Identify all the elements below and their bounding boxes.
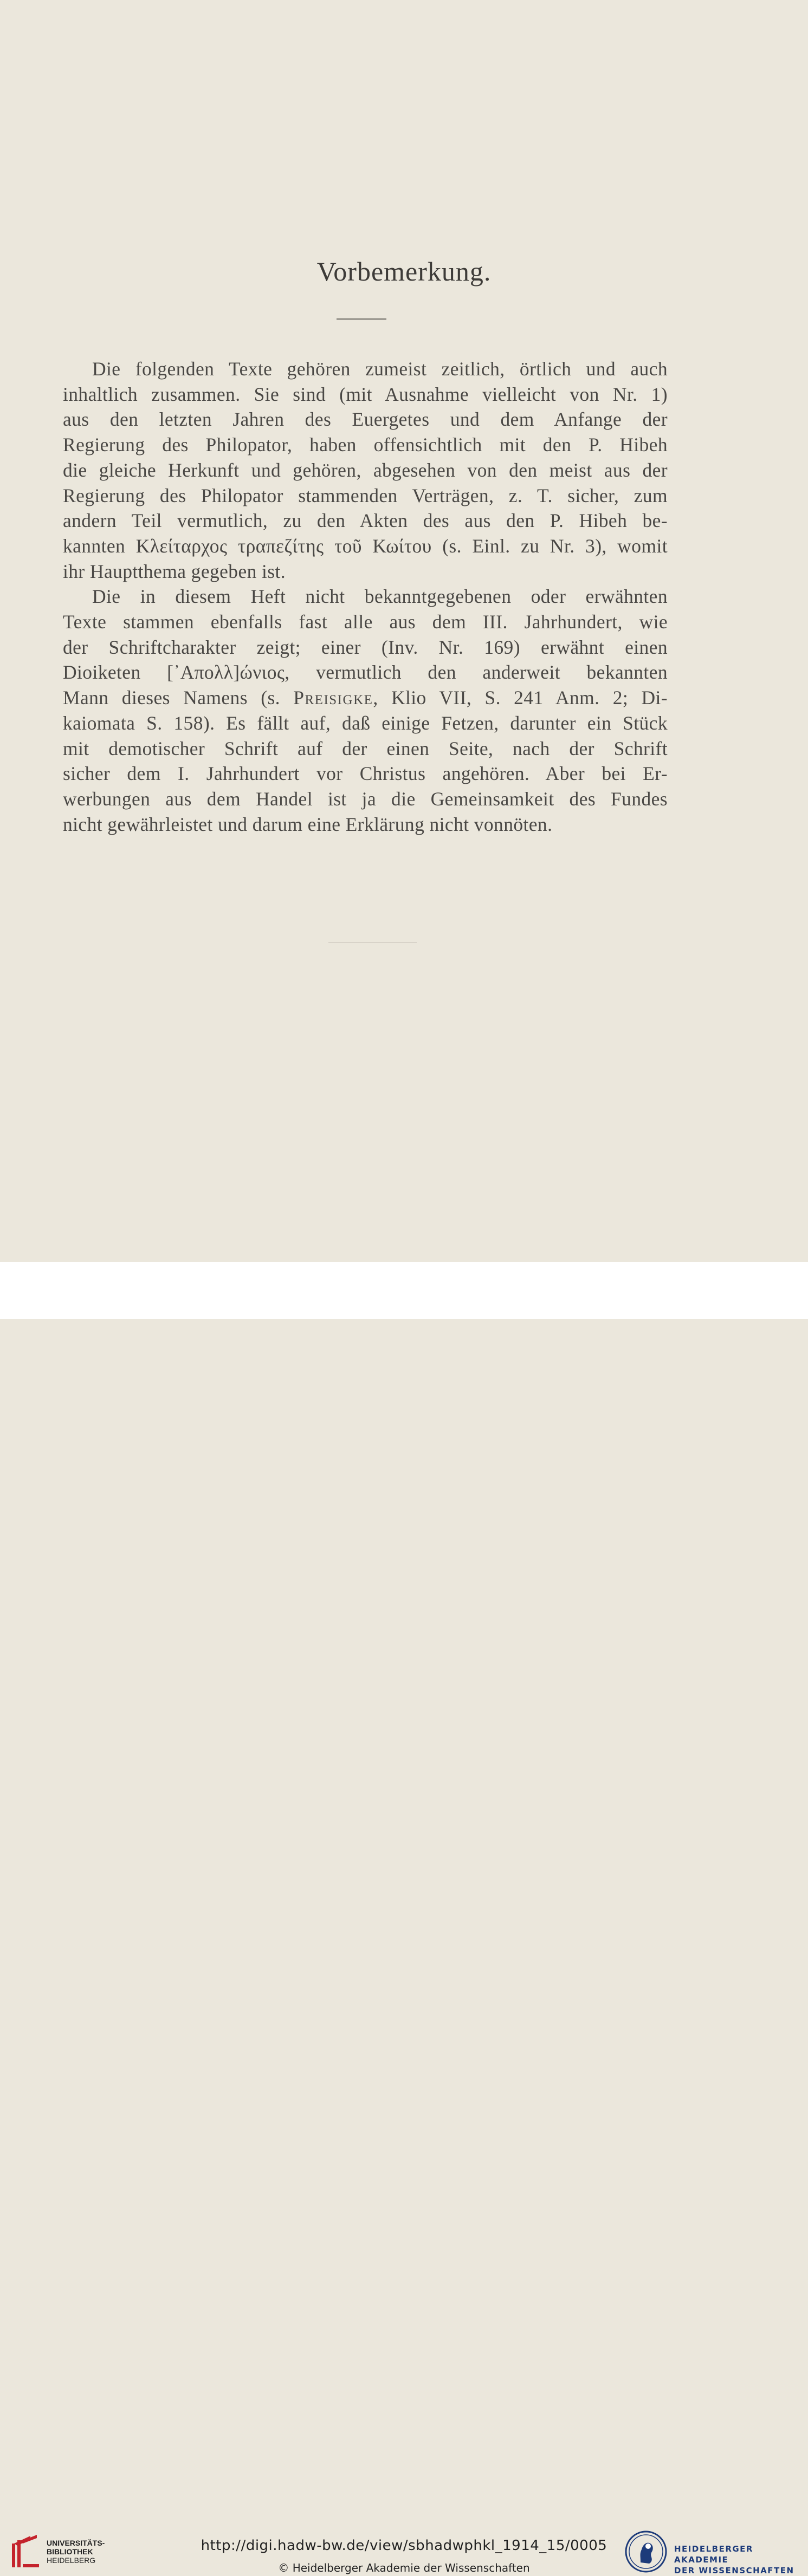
text-line: Regierung des Philopator stammenden Verträgen, z. T. sicher, zum xyxy=(63,484,668,506)
text-segment: Mann dieses Namens (s. xyxy=(63,687,294,709)
text-line: mit demotischer Schrift auf der einen Seite, nach der Schrift xyxy=(63,737,668,759)
text-line: nicht gewährleistet und darum eine Erklärung nicht vonnöten. xyxy=(63,813,553,835)
text-line: Regierung des Philopator, haben offensichtlich mit den P. Hibeh xyxy=(63,434,668,456)
text-line: Die folgenden Texte gehören zumeist zeitlich, örtlich und auch xyxy=(92,358,668,380)
text-line: werbungen aus dem Handel ist ja die Gemeinsamkeit des Fundes xyxy=(63,788,668,810)
page-title: Vorbemerkung. xyxy=(316,256,492,287)
academy-name[interactable]: HEIDELBERGER AKADEMIE DER WISSENSCHAFTEN xyxy=(674,2544,794,2575)
text-line: andern Teil vermutlich, zu den Akten des aus den P. Hibeh be- xyxy=(63,510,668,532)
text-line: kannten Κλείταρχος τραπεζίτης τοῦ Κωίτου (s. Einl. zu Nr. 3), womit xyxy=(63,535,668,557)
academy-seal-icon[interactable] xyxy=(624,2530,668,2573)
text-line: kaiomata S. 158). Es fällt auf, daß einige Fetzen, darunter ein Stück xyxy=(63,712,668,734)
footer-bar xyxy=(0,1262,808,2575)
text-line: Texte stammen ebenfalls fast alle aus dem III. Jahrhundert, wie xyxy=(63,611,668,633)
text-segment: , Klio VII, S. 241 Anm. 2; Di- xyxy=(373,687,668,709)
library-name[interactable]: UNIVERSITÄTS- BIBLIOTHEK HEIDELBERG xyxy=(47,2539,105,2565)
body-text xyxy=(63,356,668,837)
text-line: der Schriftcharakter zeigt; einer (Inv. Nr. 169) erwähnt einen xyxy=(63,636,668,658)
title-rule xyxy=(337,318,386,320)
text-line: ihr Hauptthema gegeben ist. xyxy=(63,560,286,582)
text-line: Dioiketen [᾿Απολλ]ώνιος, vermutlich den anderweit bekannten xyxy=(63,661,668,684)
text-line xyxy=(63,685,668,711)
copyright-notice: © Heidelberger Akademie der Wissenschaften xyxy=(278,2561,530,2574)
scanned-page xyxy=(0,0,808,1262)
author-name: Preisigke xyxy=(293,687,373,709)
text-line: sicher dem I. Jahrhundert vor Christus angehören. Aber bei Er- xyxy=(63,763,668,785)
text-line: die gleiche Herkunft und gehören, abgesehen von den meist aus der xyxy=(63,459,668,481)
text-line: inhaltlich zusammen. Sie sind (mit Ausnahme vielleicht von Nr. 1) xyxy=(63,383,668,405)
permalink-url[interactable]: http://digi.hadw-bw.de/view/sbhadwphkl_1914_15/0005 xyxy=(201,2538,607,2554)
text-line: Die in diesem Heft nicht bekanntgegebenen oder erwähnten xyxy=(92,586,668,608)
text-line: aus den letzten Jahren des Euergetes und dem Anfange der xyxy=(63,408,668,431)
